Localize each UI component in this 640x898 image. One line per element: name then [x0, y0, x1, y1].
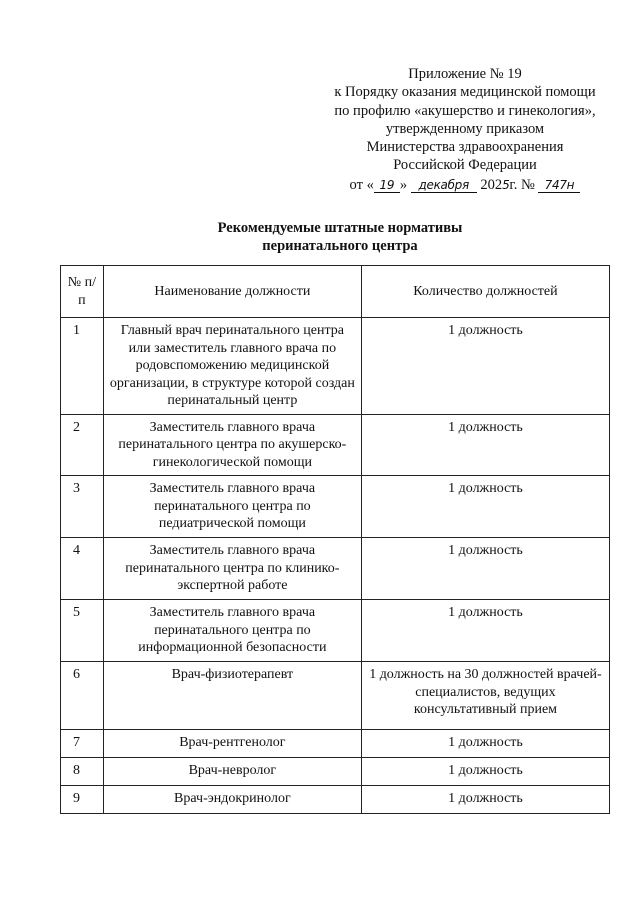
row-number: 9 — [61, 786, 104, 814]
position-count: 1 должность — [361, 318, 609, 415]
title-line-2: перинатального центра — [262, 238, 418, 254]
row-number: 5 — [61, 600, 104, 662]
handwritten-year-digit: 5 — [502, 177, 510, 192]
header-number: № п/п — [61, 266, 104, 318]
row-number: 3 — [61, 476, 104, 538]
position-name: Заместитель главного врача перинатального центра по педиатрической помощи — [103, 476, 361, 538]
table-row — [61, 476, 610, 538]
table-row — [61, 538, 610, 600]
appendix-line: утвержденному приказом — [385, 120, 545, 137]
position-name: Главный врач перинатального центра или заместитель главного врача по родовспоможению медицинской организации, в структуре которой создан перинатальный центр — [103, 318, 361, 415]
handwritten-order-number: 747н — [538, 178, 580, 193]
table-row — [61, 662, 610, 730]
position-name: Врач-невролог — [103, 758, 361, 786]
row-number: 7 — [61, 730, 104, 758]
row-number: 2 — [61, 414, 104, 476]
table-row — [61, 414, 610, 476]
header-position: Наименование должности — [103, 266, 361, 318]
header-count: Количество должностей — [361, 266, 609, 318]
date-mid: » — [399, 176, 408, 193]
position-name: Врач-эндокринолог — [103, 786, 361, 814]
row-number: 4 — [61, 538, 104, 600]
table-row — [61, 318, 610, 415]
row-number: 8 — [61, 758, 104, 786]
appendix-line: Министерства здравоохранения — [366, 139, 564, 156]
appendix-number: Приложение № 19 — [408, 66, 522, 82]
position-name: Врач-физиотерапевт — [103, 662, 361, 730]
year-suffix: г. № — [509, 176, 535, 193]
table-row — [61, 758, 610, 786]
appendix-line: к Порядку оказания медицинской помощи — [334, 84, 596, 101]
table-header-row — [61, 266, 610, 318]
position-count: 1 должность на 30 должностей врачей-специалистов, ведущих консультативный прием — [361, 662, 609, 730]
position-count: 1 должность — [361, 730, 609, 758]
document-title — [160, 219, 520, 255]
position-name: Заместитель главного врача перинатального центра по акушерско-гинекологической помощи — [103, 414, 361, 476]
handwritten-day: 19 — [374, 178, 400, 193]
handwritten-month: декабря — [411, 178, 477, 193]
position-name: Заместитель главного врача перинатального центра по информационной безопасности — [103, 600, 361, 662]
position-count: 1 должность — [361, 414, 609, 476]
title-line-1: Рекомендуемые штатные нормативы — [217, 220, 463, 236]
position-count: 1 должность — [361, 600, 609, 662]
row-number: 6 — [61, 662, 104, 730]
position-name: Заместитель главного врача перинатального центра по клинико-экспертной работе — [103, 538, 361, 600]
appendix-line: по профилю «акушерство и гинекология», — [334, 102, 596, 119]
row-number: 1 — [61, 318, 104, 415]
staffing-table — [60, 265, 610, 814]
appendix-header — [300, 65, 630, 194]
order-date-line — [300, 176, 630, 194]
position-count: 1 должность — [361, 758, 609, 786]
position-count: 1 должность — [361, 476, 609, 538]
table-row — [61, 600, 610, 662]
table-row — [61, 786, 610, 814]
position-count: 1 должность — [361, 538, 609, 600]
year-prefix: 202 — [480, 176, 503, 193]
position-count: 1 должность — [361, 786, 609, 814]
date-prefix: от « — [349, 176, 374, 193]
appendix-line: Российской Федерации — [393, 157, 537, 174]
position-name: Врач-рентгенолог — [103, 730, 361, 758]
table-row — [61, 730, 610, 758]
